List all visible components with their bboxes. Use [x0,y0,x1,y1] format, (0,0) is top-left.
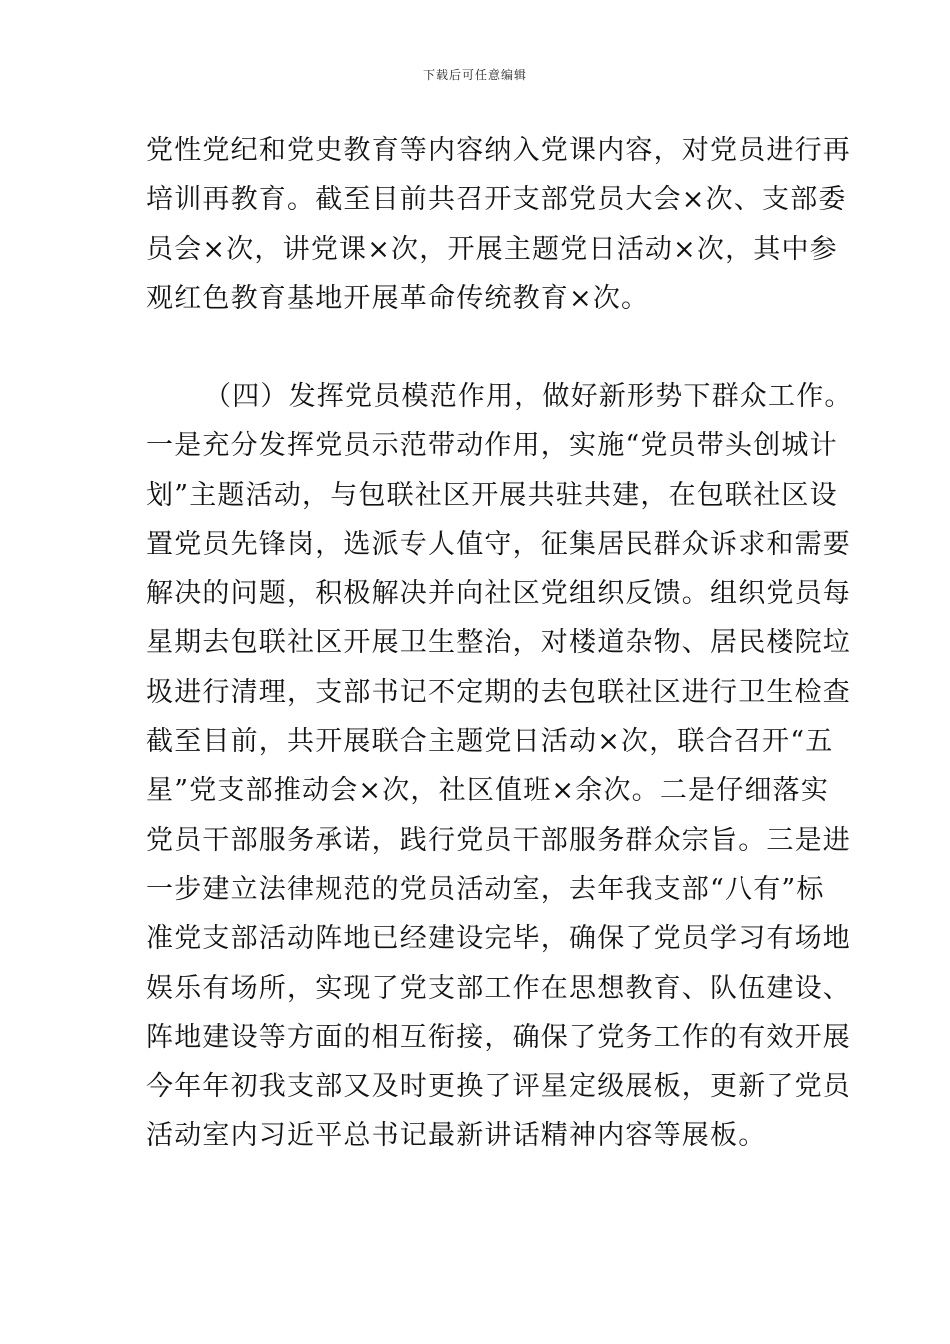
text-line: 一步建立法律规范的党员活动室，去年我支部“八有”标 [146,873,825,905]
text-line: 阵地建设等方面的相互衔接，确保了党务工作的有效开展 [146,1021,851,1053]
page-header-note: 下载后可任意编辑 [422,68,527,82]
text-line: 置党员先锋岗，选派专人值守，征集居民群众诉求和需要 [146,528,851,560]
text-line: 员会×次，讲党课×次，开展主题党日活动×次，其中参 [146,233,838,265]
text-line: 培训再教育。截至目前共召开支部党员大会×次、支部委 [146,184,847,216]
text-line: 娱乐有场所，实现了党支部工作在思想教育、队伍建设、 [146,972,851,1004]
paragraph-party-education [146,126,851,323]
paragraph-party-member-role [146,372,853,1161]
text-line: 解决的问题，积极解决并向社区党组织反馈。组织党员每 [146,578,851,610]
text-line: 观红色教育基地开展革命传统教育×次。 [146,282,650,314]
text-line: 星”党支部推动会×次，社区值班×余次。二是仔细落实 [146,775,830,807]
text-line: 一是充分发挥党员示范带动作用，实施“党员带头创城计 [146,430,838,462]
text-line: 星期去包联社区开展卫生整治，对楼道杂物、居民楼院垃 [146,627,851,659]
text-line: 截至目前，共开展联合主题党日活动×次，联合召开“五 [146,726,834,758]
text-line: 划”主题活动，与包联社区开展共驻共建，在包联社区设 [146,479,838,511]
section-heading-line: （四）发挥党员模范作用，做好新形势下群众工作。 [204,381,853,412]
text-line: 党员干部服务承诺，践行党员干部服务群众宗旨。三是进 [146,824,851,856]
text-line: 圾进行清理，支部书记不定期的去包联社区进行卫生检查 [146,676,851,708]
text-line: 活动室内习近平总书记最新讲话精神内容等展板。 [146,1120,767,1152]
text-line: 党性党纪和党史教育等内容纳入党课内容，对党员进行再 [146,135,851,166]
text-line: 准党支部活动阵地已经建设完毕，确保了党员学习有场地 [146,923,851,955]
text-line: 今年年初我支部又及时更换了评星定级展板，更新了党员 [146,1071,851,1103]
